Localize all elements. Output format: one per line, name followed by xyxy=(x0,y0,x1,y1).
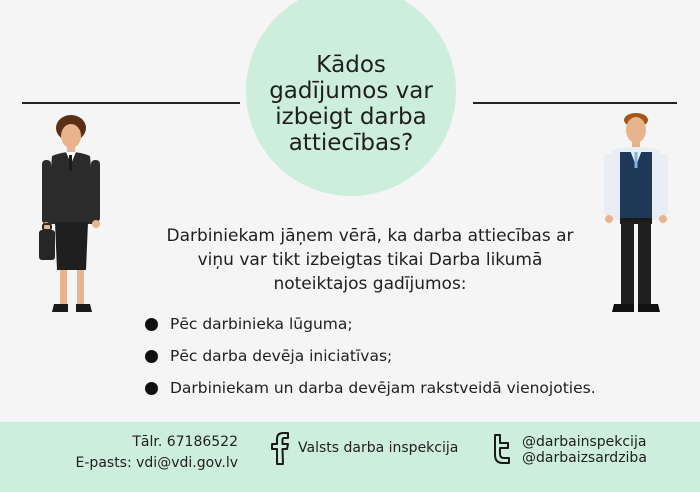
page-title xyxy=(246,52,456,156)
footer xyxy=(0,422,700,492)
businessman-illustration xyxy=(600,110,670,320)
termination-grounds-list xyxy=(145,308,665,404)
twitter-handle[interactable]: @darbainspekcija xyxy=(522,434,647,450)
email-address[interactable]: E-pasts: vdi@vdi.gov.lv xyxy=(75,455,238,471)
title-line: Kādos xyxy=(316,52,386,78)
twitter-bird-icon[interactable] xyxy=(489,432,519,466)
twitter-handle[interactable]: @darbaizsardziba xyxy=(522,450,647,466)
list-item-label: Pēc darbinieka lūguma; xyxy=(170,315,353,333)
bullet-dot-icon xyxy=(145,318,158,331)
intro-line: noteiktajos gadījumos: xyxy=(273,274,467,294)
title-line: izbeigt darba xyxy=(275,104,427,130)
facebook-link[interactable]: Valsts darba inspekcija xyxy=(298,440,459,456)
businesswoman-illustration xyxy=(38,112,108,322)
list-item-label: Darbiniekam un darba devējam rakstveidā vienojoties. xyxy=(170,379,596,397)
phone-number: Tālr. 67186522 xyxy=(132,434,238,450)
bullet-dot-icon xyxy=(145,382,158,395)
intro-text xyxy=(140,224,600,296)
intro-line: Darbiniekam jāņem vērā, ka darba attiecības ar xyxy=(166,226,574,246)
list-item xyxy=(145,340,665,372)
divider-left xyxy=(22,102,240,104)
bullet-dot-icon xyxy=(145,350,158,363)
list-item xyxy=(145,372,665,404)
contact-info xyxy=(48,432,238,474)
twitter-accounts xyxy=(522,434,647,466)
divider-right xyxy=(473,102,677,104)
list-item-label: Pēc darba devēja iniciatīvas; xyxy=(170,347,393,365)
list-item xyxy=(145,308,665,340)
intro-line: viņu var tikt izbeigtas tikai Darba likumā xyxy=(197,250,543,270)
facebook-icon[interactable] xyxy=(266,430,294,466)
title-line: gadījumos var xyxy=(269,78,433,104)
title-line: attiecības? xyxy=(288,130,414,156)
